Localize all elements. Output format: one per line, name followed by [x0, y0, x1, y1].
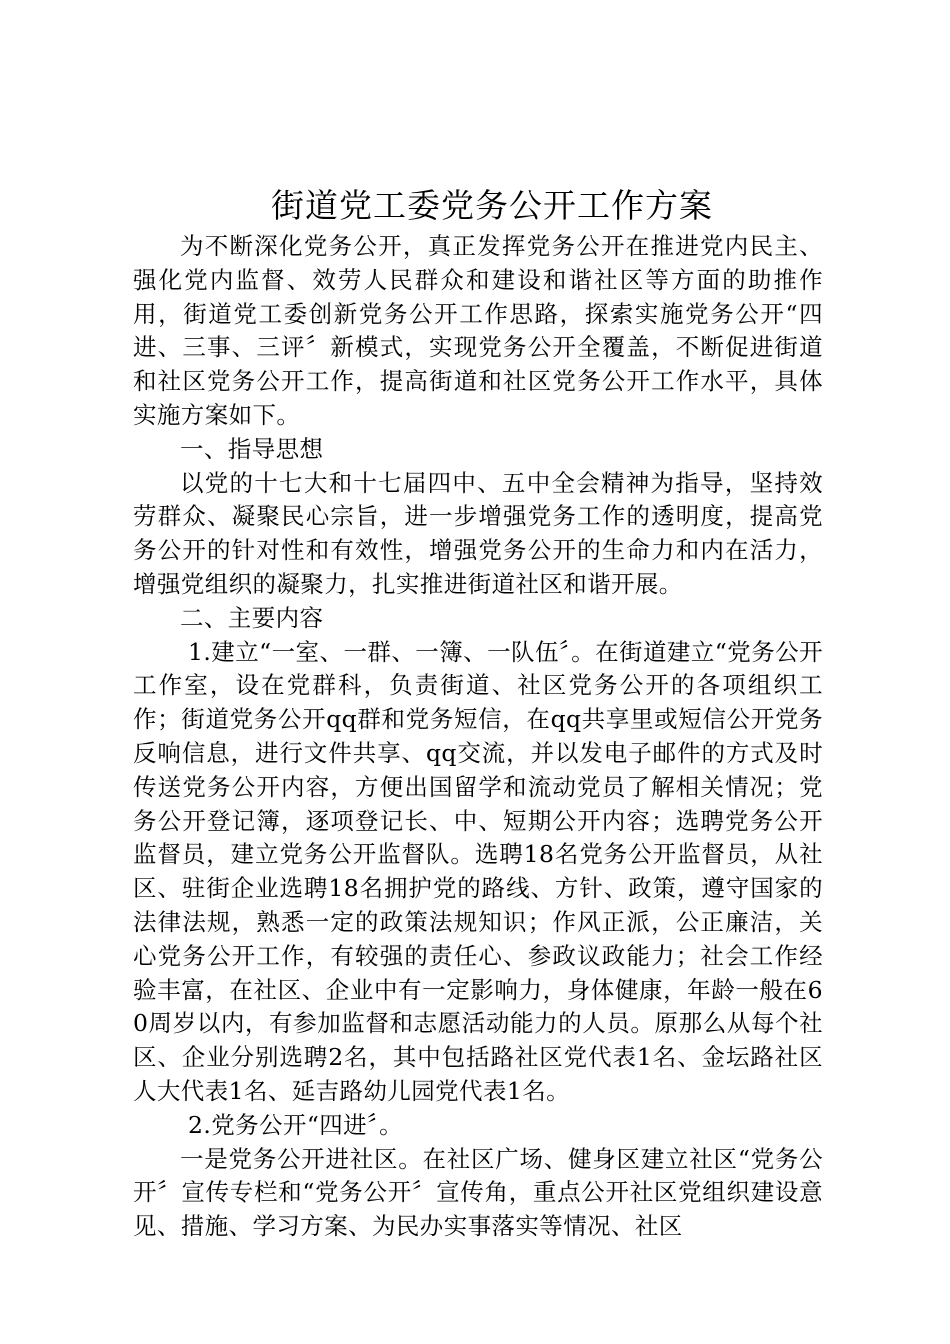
item-1-paragraph: 1.建立“一室、一群、一簿、一队伍〞。在街道建立“党务公开工作室，设在党群科，负责街道、社区党务公开的各项组织工作；街道党务公开qq群和党务短信，在qq共享里或短信公开党务反响信息，进行文件共享、qq交流，并以发电子邮件的方式及时传送党务公开内容，方便出国留学和流动党员了解相关情况；党务公开登记簿，逐项登记长、中、短期公开内容；选聘党务公开监督员，建立党务公开监督队。选聘18名党务公开监督员，从社区、驻街企业选聘18名拥护党的路线、方针、政策，遵守国家的法律法规，熟悉一定的政策法规知识；作风正派，公正廉洁，关心党务公开工作，有较强的责任心、参政议政能力；社会工作经验丰富，在社区、企业中有一定影响力，身体健康，年龄一般在60周岁以内，有参加监督和志愿活动能力的人员。原那么从每个社区、企业分别选聘2名，其中包括路社区党代表1名、金坛路社区人大代表1名、延吉路幼儿园党代表1名。 — [133, 637, 823, 1105]
guiding-thought-paragraph: 以党的十七大和十七届四中、五中全会精神为指导，坚持效劳群众、凝聚民心宗旨，进一步增强党务工作的透明度，提高党务公开的针对性和有效性，增强党务公开的生命力和内在活力，增强党组织的凝聚力，扎实推进街道社区和谐开展。 — [133, 468, 823, 598]
document-title: 街道党工委党务公开工作方案 — [271, 186, 713, 225]
section-heading-main-content: 二、主要内容 — [180, 603, 324, 632]
document-body — [133, 182, 823, 1244]
item-2-heading: 2.党务公开“四进〞。 — [188, 1110, 404, 1139]
intro-paragraph: 为不断深化党务公开，真正发挥党务公开在推进党内民主、强化党内监督、效劳人民群众和建设和谐社区等方面的助推作用，街道党工委创新党务公开工作思路，探索实施党务公开“四进、三事、三评〞新模式，实现党务公开全覆盖，不断促进街道和社区党务公开工作，提高街道和社区党务公开工作水平，具体实施方案如下。 — [133, 232, 823, 429]
item-2-first-point-paragraph: 一是党务公开进社区。在社区广场、健身区建立社区“党务公开〞宣传专栏和“党务公开〞宣传角，重点公开社区党组织建设意见、措施、学习方案、为民办实事落实等情况、社区 — [133, 1144, 823, 1241]
section-heading-guiding-thought: 一、指导思想 — [180, 434, 324, 463]
